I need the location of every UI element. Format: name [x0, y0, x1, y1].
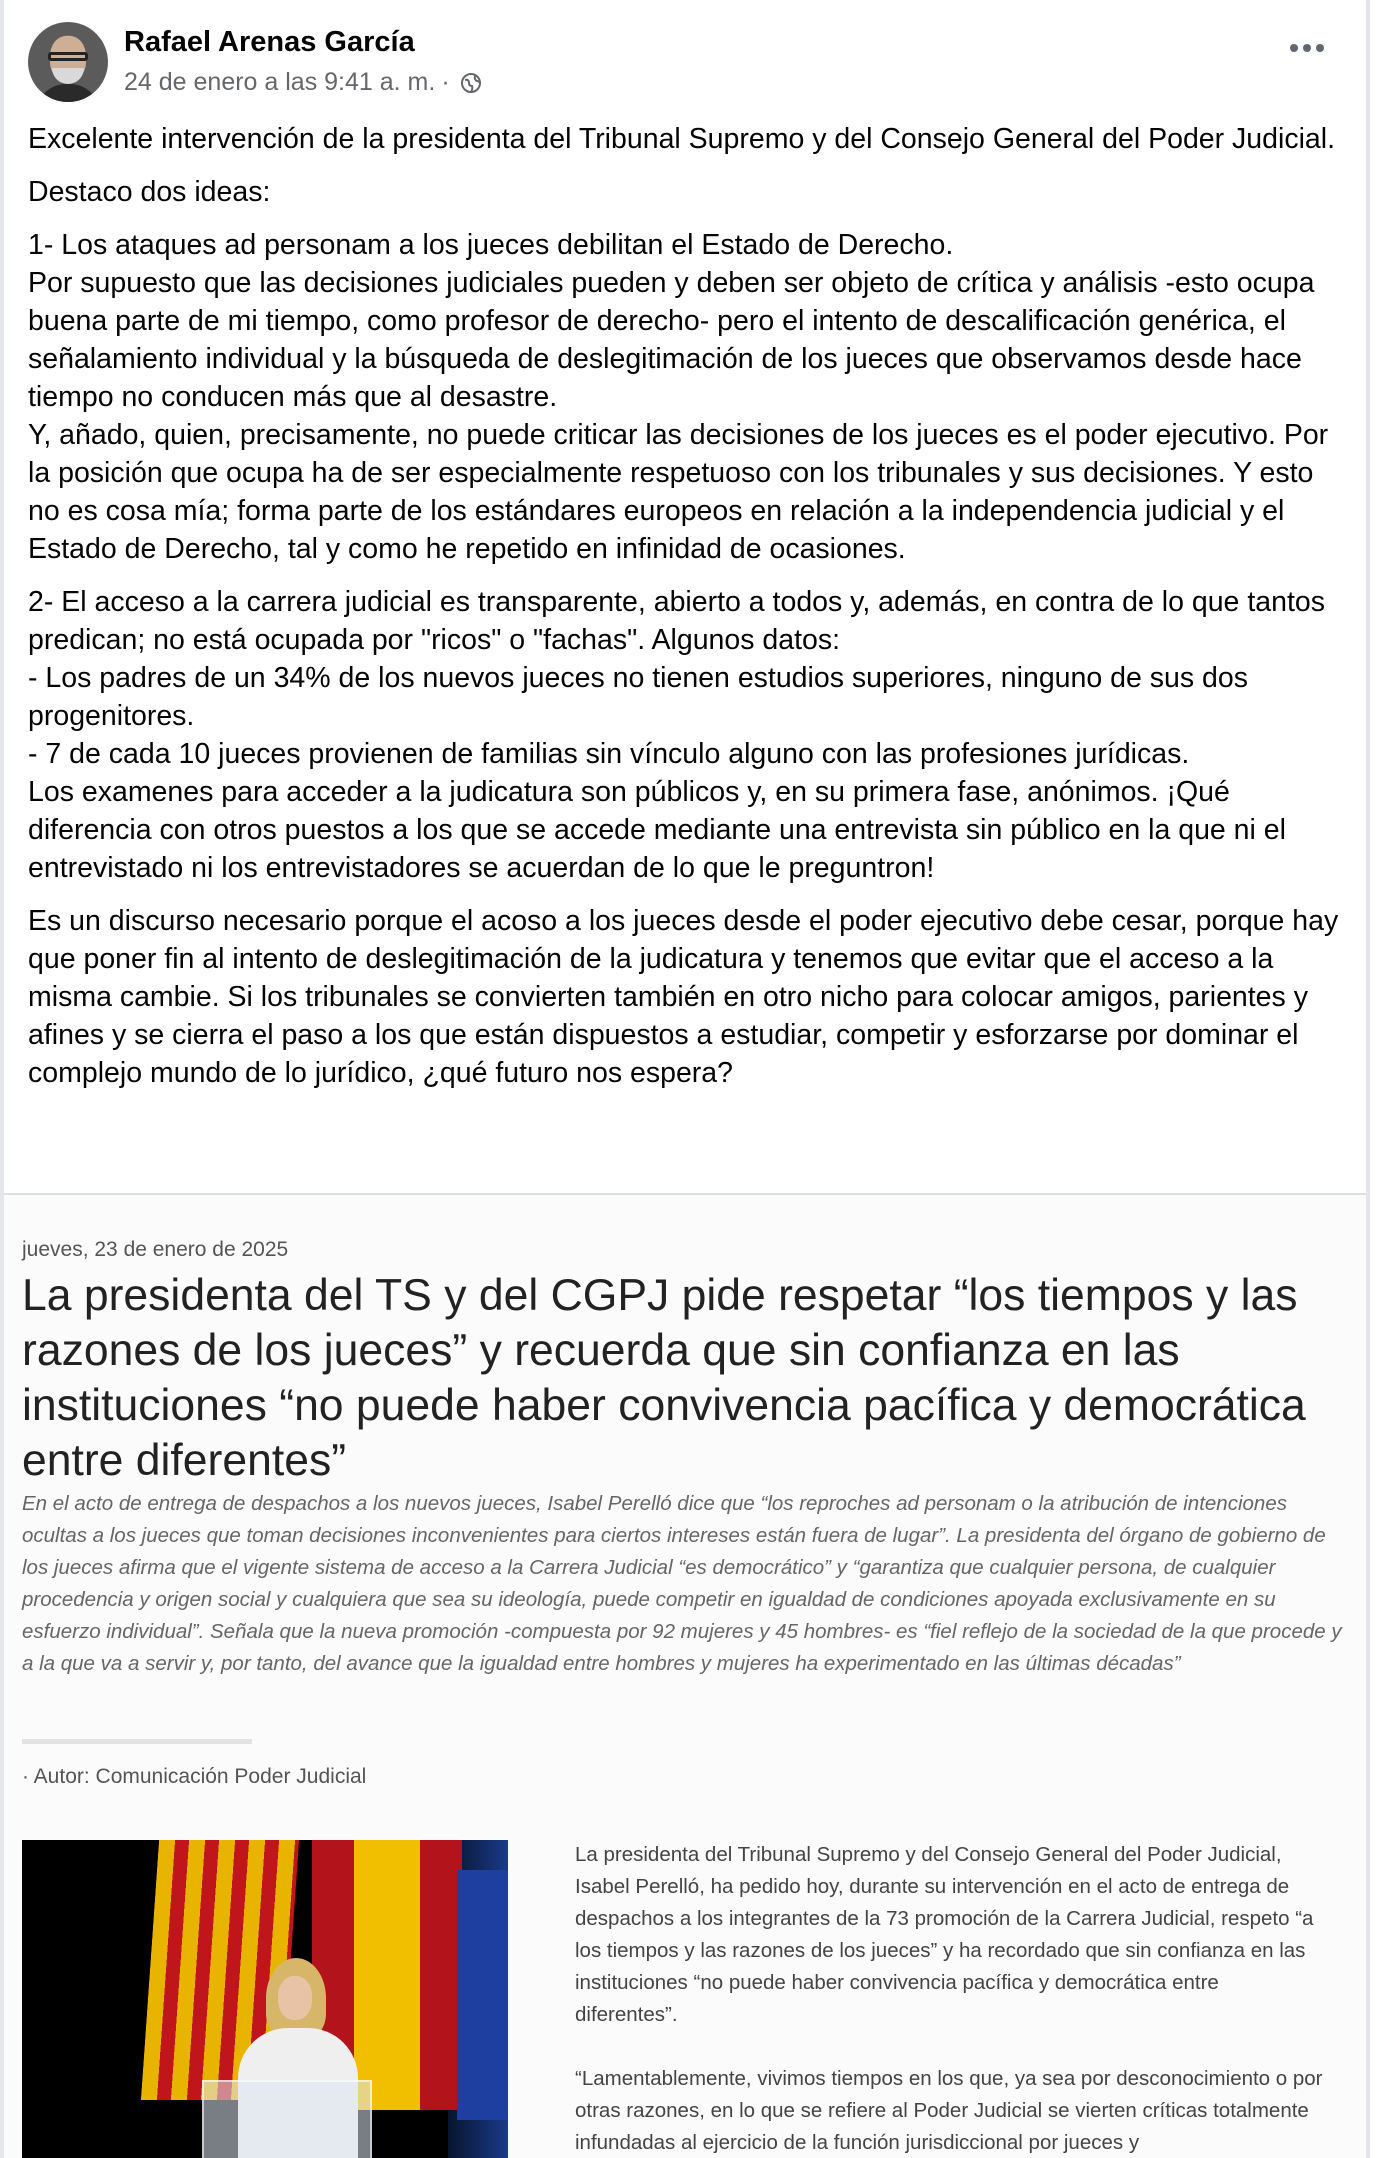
article-lead: En el acto de entrega de despachos a los nuevos jueces, Isabel Perelló dice que “los reproches ad personam o la atribución de intenciones ocultas a los jueces que toman decisiones inconvenientes para ciertos intereses están fuera de lugar”. La presidenta del órgano de gobierno de los jueces afirma que el vigente sistema de acceso a la Carrera Judicial “es democrático” y “garantiza que cualquier persona, de cualquier procedencia y origen social y cualquiera que sea su ideología, puede competir en igualdad de condiciones apoyada exclusivamente en su esfuerzo individual”. Señala que la nueva promoción -compuesta por 92 mujeres y 45 hombres- es “fiel reflejo de la sociedad de la que procede y a la que va a servir y, por tanto, del avance que la igualdad entre hombres y mujeres ha experimentado en las últimas décadas” [22, 1492, 1342, 1675]
card-left-edge [0, 0, 4, 2158]
post-paragraph: Excelente intervención de la presidenta del Tribunal Supremo y del Consejo General del Poder Judicial. [28, 123, 1336, 155]
article-date: jueves, 23 de enero de 2025 [22, 1238, 289, 1261]
post-paragraph: Es un discurso necesario porque el acoso a los jueces desde el poder ejecutivo debe cesar, porque hay que poner fin al intento de deslegitimación de la judicatura y tenemos que evitar que el acceso a la misma cambie. Si los tribunales se convierten también en otro nicho para colocar amigos, parientes y afines y se cierra el paso a los que están dispuestos a estudiar, competir y esforzarse por dominar el complejo mundo de lo jurídico, ¿qué futuro nos espera? [28, 905, 1339, 1089]
post-meta [124, 68, 482, 97]
article-body [575, 1839, 1327, 2158]
more-options-icon[interactable] [1290, 44, 1324, 52]
post-paragraph: Destaco dos ideas: [28, 176, 271, 208]
article-title: La presidenta del TS y del CGPJ pide respetar “los tiempos y las razones de los jueces” y recuerda que sin confianza en las instituciones “no puede haber convivencia pacífica y democrática entre diferentes” [22, 1271, 1306, 1485]
article-paragraph: La presidenta del Tribunal Supremo y del Consejo General del Poder Judicial, Isabel Perelló, ha pedido hoy, durante su intervención en el acto de entrega de despachos a los integrantes de la 73 promoción de la Carrera Judicial, respeto “a los tiempos y las razones de los jueces” y ha recordado que sin confianza en las instituciones “no puede haber convivencia pacífica y democrática entre diferentes”. [575, 1843, 1314, 2026]
author-avatar[interactable] [28, 22, 108, 102]
podium [202, 2080, 372, 2158]
card-right-edge [1366, 0, 1370, 2158]
post-paragraph: 2- El acceso a la carrera judicial es transparente, abierto a todos y, además, en contra de lo que tantos predican; no está ocupada por "ricos" o "fachas". Algunos datos: - Los padres de un 34% de los nuevos jueces no tienen estudios superiores, ninguno de sus dos progenitores. - 7 de cada 10 jueces provienen de familias sin vínculo alguno con las profesiones jurídicas. Los examenes para acceder a la judicatura son públicos y, en su primera fase, anónimos. ¡Qué diferencia con otros puestos a los que se accede mediante una entrevista sin público en la que ni el entrevistado ni los entrevistadores se acuerdan de lo que le preguntron! [28, 586, 1325, 884]
article-paragraph: “Lamentablemente, vivimos tiempos en los que, ya sea por desconocimiento o por otras razones, en lo que se refiere al Poder Judicial se vierten críticas totalmente infundadas al ejercicio de la función jurisdiccional por jueces y [575, 2067, 1323, 2154]
meta-separator: · [441, 68, 450, 96]
article-photo [22, 1840, 508, 2158]
post-timestamp[interactable]: 24 de enero a las 9:41 a. m. [124, 68, 436, 96]
globe-icon[interactable] [460, 72, 482, 94]
eu-flag [457, 1870, 508, 2120]
post-text [28, 120, 1348, 1107]
post-paragraph: 1- Los ataques ad personam a los jueces debilitan el Estado de Derecho. Por supuesto que las decisiones judiciales pueden y deben ser objeto de crítica y análisis -esto ocupa buena parte de mi tiempo, como profesor de derecho- pero el intento de descalificación genérica, el señalamiento individual y la búsqueda de deslegitimación de los jueces que observamos desde hace tiempo no conducen más que al desastre. Y, añado, quien, precisamente, no puede criticar las decisiones de los jueces es el poder ejecutivo. Por la posición que ocupa ha de ser especialmente respetuoso con los tribunales y sus decisiones. Y esto no es cosa mía; forma parte de los estándares europeos en relación a la independencia judicial y el Estado de Derecho, tal y como he repetido en infinidad de ocasiones. [28, 229, 1329, 565]
article-separator [22, 1739, 252, 1744]
author-name[interactable]: Rafael Arenas García [124, 26, 415, 58]
article-author: · Autor: Comunicación Poder Judicial [22, 1765, 367, 1788]
